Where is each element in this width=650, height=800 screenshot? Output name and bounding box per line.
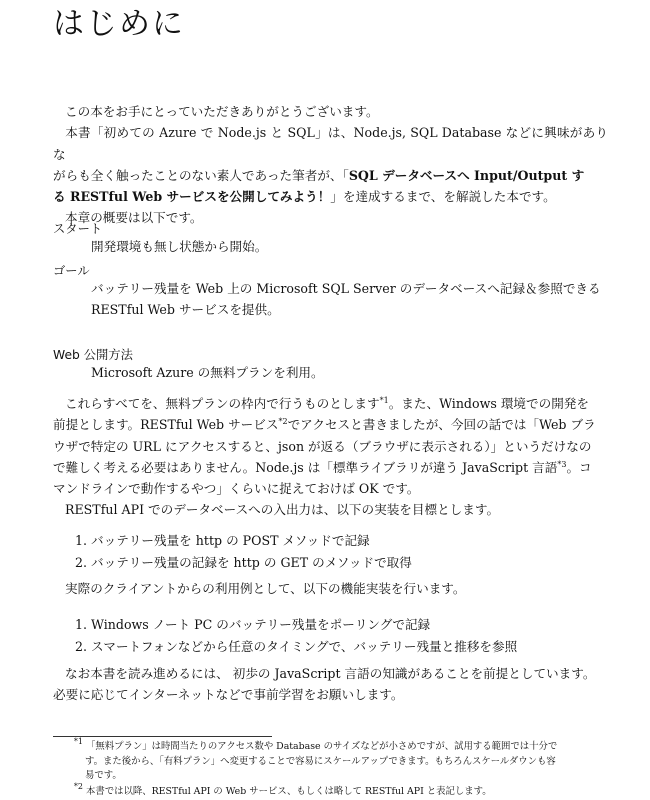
body-line-3: ウザで特定の URL にアクセスすると、json が返る（ブラウザに表示される）」というだけなの — [53, 438, 592, 454]
footnote-ref-1[interactable]: *1 — [379, 396, 389, 405]
footnote-2 — [53, 782, 608, 800]
goal-item-2: 2. バッテリー残量の記録を http の GET のメソッドで取得 — [75, 555, 412, 570]
body-line-2a: 前提とします。RESTful Web サービス — [53, 417, 279, 433]
body-line-1b: 。また、Windows 環境での開発を — [388, 396, 589, 411]
body-line-4a: で難しく考える必要はありません。Node.js は「標準ライブラリが違う JavaScript 言語 — [53, 459, 558, 475]
footnote-1-mark: *1 — [73, 737, 83, 746]
term-web-publish: Web 公開方法 — [53, 348, 133, 362]
def-web-publish — [91, 362, 606, 383]
body-line-1a: これらすべてを、無料プランの枠内で行うものとします — [65, 396, 380, 411]
closing-line-2: 必要に応じてインターネットなどで事前学習をお願いします。 — [53, 687, 404, 703]
footnote-1-line-2: す。また後から、「有料プラン」へ変更することで容易にスケールアップできます。もちろんスケールダウンも容 — [85, 755, 556, 767]
body-paragraph — [53, 393, 608, 521]
intro-line-3: がらも全く触ったことのない素人であった筆者が、「 — [53, 167, 349, 183]
def-goal-line-1: バッテリー残量を Web 上の Microsoft SQL Server のデータベースへ記録＆参照できる — [91, 281, 601, 296]
closing-paragraph — [53, 663, 608, 706]
intro-bold-1: SQL データベースへ Input/Output す — [348, 167, 585, 183]
footnote-divider — [53, 736, 272, 737]
page-title: はじめに — [53, 6, 185, 42]
footnote-1-line-1: 「無料プラン」は時間当たりのアクセス数や Database のサイズなどが小さめですが、試用する範囲では十分で — [85, 741, 558, 752]
footnote-1 — [53, 737, 608, 784]
intro-bold-2: る RESTful Web サービスを公開してみよう！ — [53, 189, 331, 205]
intro-line-1: この本をお手にとっていただきありがとうございます。 — [65, 104, 379, 119]
body-line-4b: 。コ — [566, 459, 592, 475]
intro-line-2: 本書「初めての Azure で Node.js と SQL」は、Node.js, SQL Database などに興味がありな — [53, 125, 608, 162]
def-start-text: 開発環境も無し状態から開始。 — [91, 239, 268, 254]
body-line-2b: でアクセスと書きましたが、今回の話では「Web ブラ — [287, 417, 596, 433]
intro-line-5: 本章の概要は以下です。 — [65, 210, 203, 226]
body-line-6: RESTful API でのデータベースへの入出力は、以下の実装を目標とします。 — [65, 502, 500, 518]
client-intro — [53, 578, 608, 599]
term-goal: ゴール — [53, 264, 90, 278]
footnote-2-mark: *2 — [73, 782, 83, 791]
goal-item-1: 1. バッテリー残量を http の POST メソッドで記録 — [75, 533, 370, 548]
client-feature-2: 2. スマートフォンなどから任意のタイミングで、バッテリー残量と推移を参照 — [75, 639, 518, 654]
closing-line-1: なお本書を読み進めるには、 初歩の JavaScript 言語の知識があることを前提としています。 — [65, 666, 596, 681]
client-intro-text: 実際のクライアントからの利用例として、以下の機能実装を行います。 — [65, 581, 466, 596]
def-start — [91, 236, 606, 257]
def-web-publish-text: Microsoft Azure の無料プランを利用。 — [91, 365, 324, 380]
footnote-ref-2[interactable]: *2 — [278, 417, 288, 427]
term-start: スタート — [53, 222, 103, 236]
client-feature-1: 1. Windows ノート PC のバッテリー残量をポーリングで記録 — [75, 617, 431, 632]
intro-line-4: 」を達成するまで、を解説した本です。 — [330, 189, 556, 205]
footnote-2-line-1: 本書では以降、RESTful API の Web サービス、もしくは略して RESTful API と表記します。 — [85, 786, 492, 797]
def-goal — [91, 278, 606, 321]
intro-paragraph — [53, 101, 608, 229]
footnote-1-line-3: 易です。 — [85, 770, 122, 781]
body-line-5: マンドラインで動作するやつ」くらいに捉えておけば OK です。 — [53, 481, 420, 497]
footnote-ref-3[interactable]: *3 — [557, 459, 567, 469]
def-goal-line-2: RESTful Web サービスを提供。 — [91, 302, 280, 318]
